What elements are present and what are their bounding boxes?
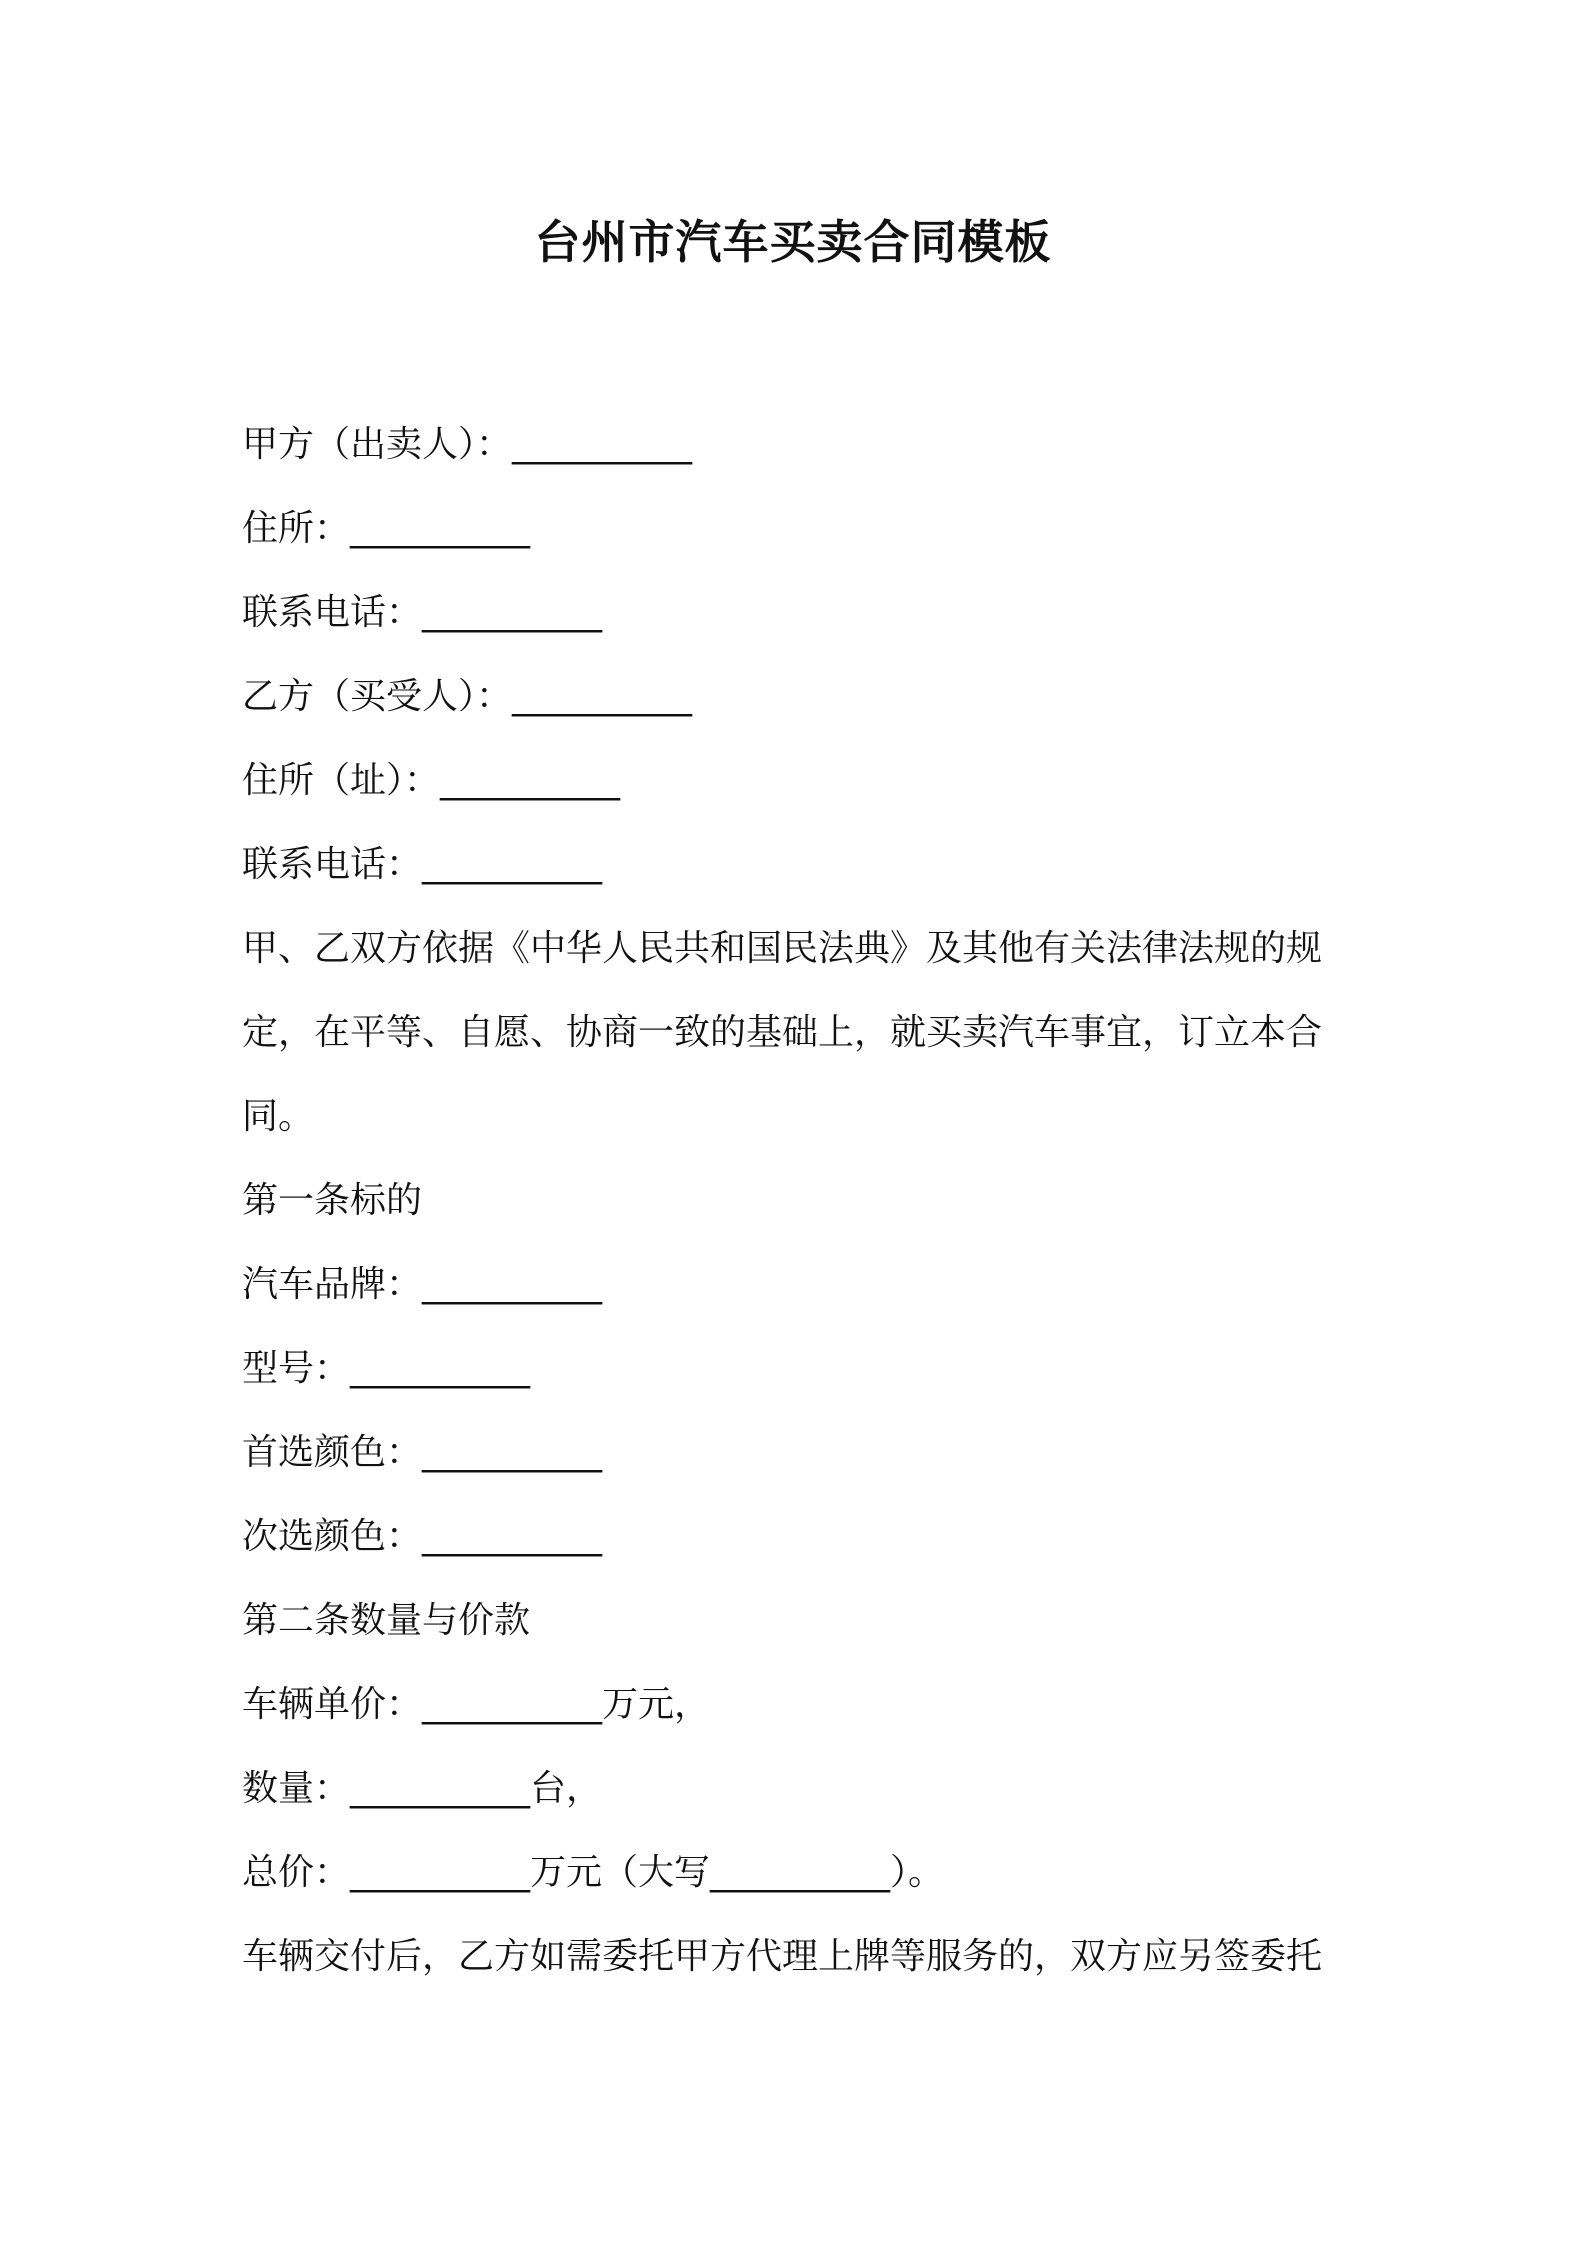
party-a-address-line: 住所：__________ [242, 508, 531, 549]
party-b-address-line: 住所（址）：__________ [242, 760, 621, 801]
primary-color-line: 首选颜色：__________ [242, 1432, 603, 1473]
article-1-heading: 第一条标的 [242, 1180, 423, 1221]
intro-paragraph: 甲、乙双方依据《中华人民共和国民法典》及其他有关法律法规的规定，在平等、自愿、协商一致的基础上，就买卖汽车事宜，订立本合同。 [242, 928, 1323, 1137]
total-price-line: 总价：__________万元（大写__________）。 [242, 1852, 945, 1893]
article-2-heading: 第二条数量与价款 [242, 1600, 531, 1641]
unit-price-line: 车辆单价：__________万元， [242, 1684, 711, 1725]
party-b-phone-line: 联系电话：__________ [242, 844, 603, 885]
quantity-line: 数量：__________台， [242, 1768, 603, 1809]
contract-body [242, 403, 1362, 1999]
party-a-seller-line: 甲方（出卖人）：__________ [242, 424, 693, 465]
car-brand-line: 汽车品牌：__________ [242, 1264, 603, 1305]
party-a-phone-line: 联系电话：__________ [242, 592, 603, 633]
party-b-buyer-line: 乙方（买受人）：__________ [242, 676, 693, 717]
secondary-color-line: 次选颜色：__________ [242, 1516, 603, 1557]
trailing-paragraph: 车辆交付后，乙方如需委托甲方代理上牌等服务的，双方应另签委托 [242, 1936, 1323, 1977]
car-model-line: 型号：__________ [242, 1348, 531, 1389]
document-title: 台州市汽车买卖合同模板 [534, 215, 1052, 269]
